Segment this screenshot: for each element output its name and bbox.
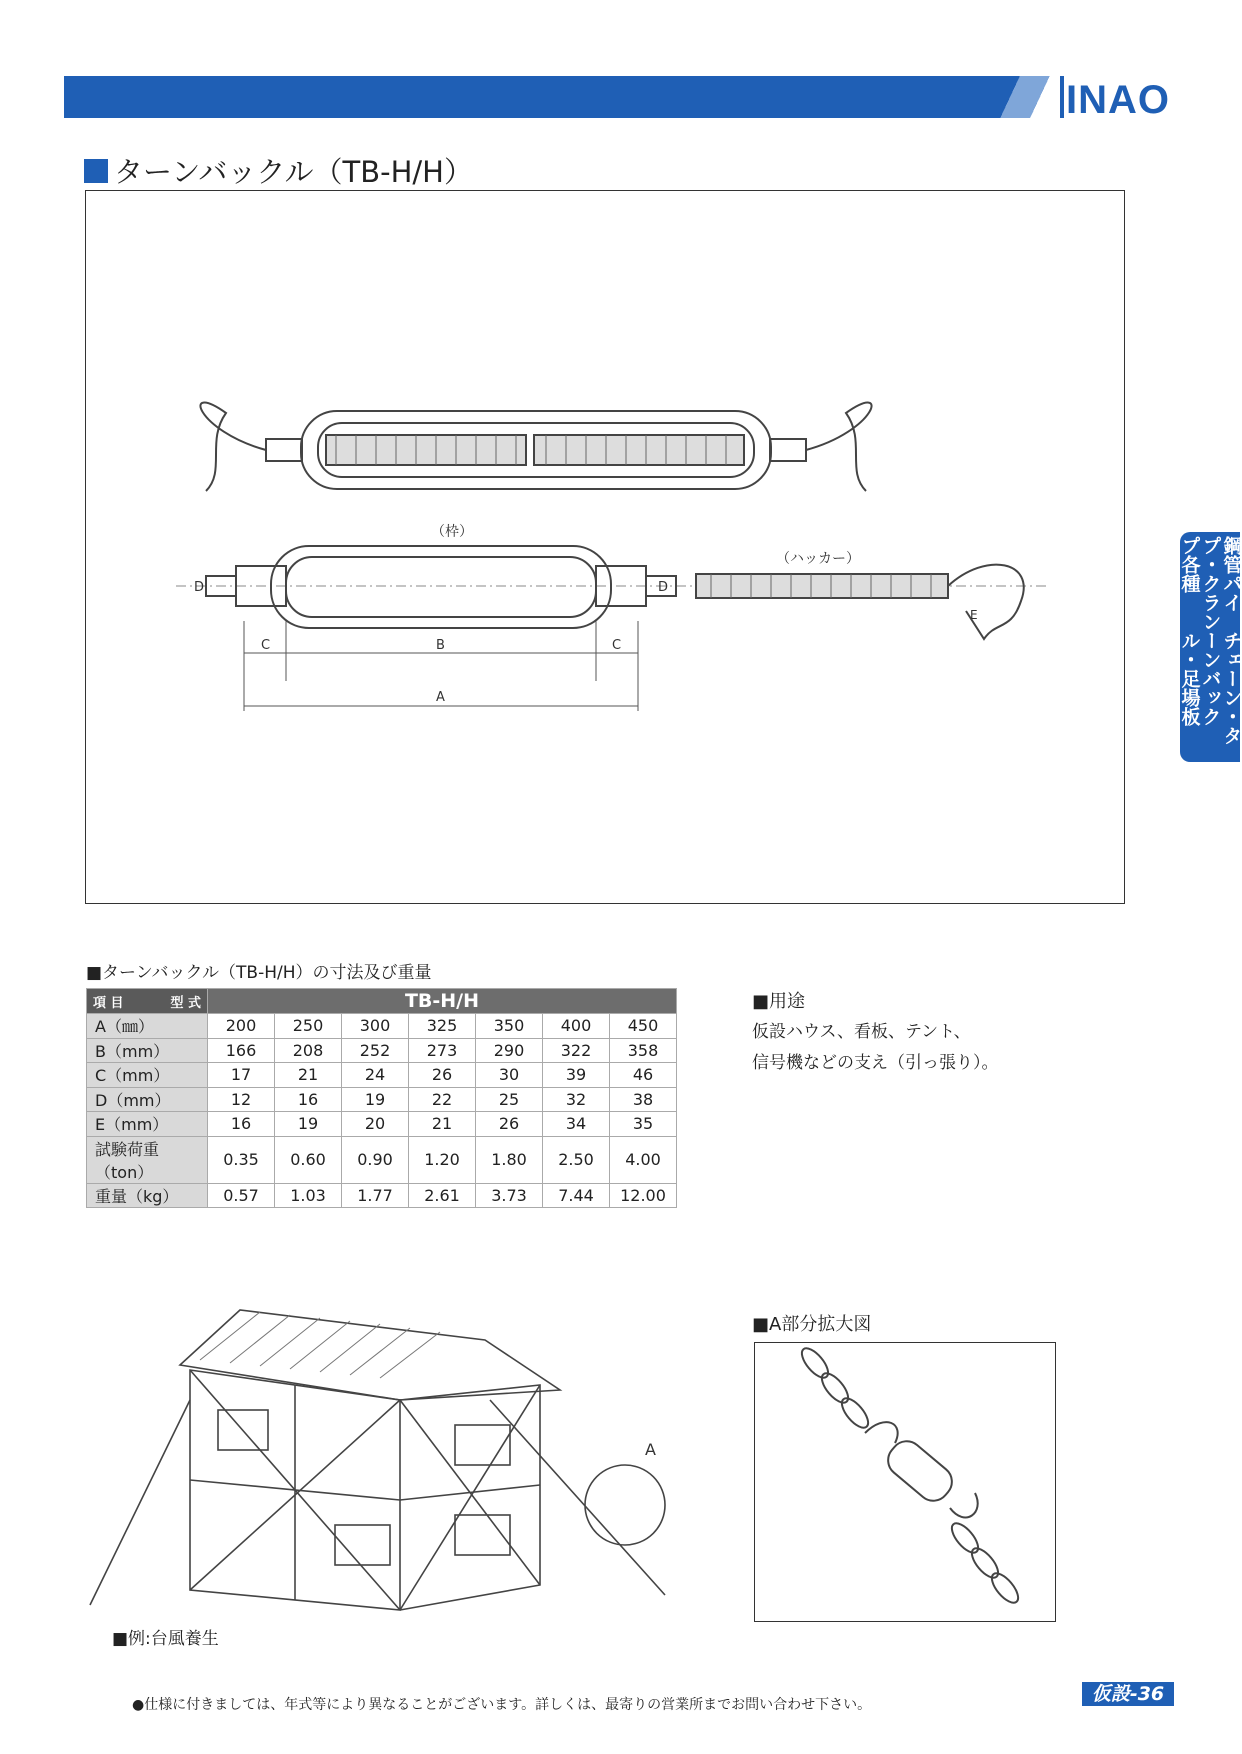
- table-cell: 0.60: [275, 1136, 342, 1183]
- table-cell: 252: [342, 1038, 409, 1063]
- table-cell: 35: [610, 1112, 677, 1137]
- table-cell: 22: [409, 1087, 476, 1112]
- table-row: [87, 1087, 677, 1112]
- table-cell: 32: [543, 1087, 610, 1112]
- dim-c-left: C: [261, 638, 271, 653]
- table-cell: 1.20: [409, 1136, 476, 1183]
- table-cell: 2.50: [543, 1136, 610, 1183]
- table-cell: 17: [208, 1063, 275, 1088]
- table-cell: 19: [275, 1112, 342, 1137]
- corner-bottom: 項 目: [93, 995, 124, 1011]
- table-cell: 0.90: [342, 1136, 409, 1183]
- table-row: [87, 1038, 677, 1063]
- title-square-icon: [84, 159, 108, 183]
- table-cell: 2.61: [409, 1183, 476, 1208]
- dim-d-right: D: [658, 580, 669, 595]
- corner-top: 型 式: [170, 995, 201, 1011]
- table-row: [87, 1063, 677, 1088]
- table-cell: 24: [342, 1063, 409, 1088]
- dim-e: E: [970, 608, 978, 622]
- table-cell: 46: [610, 1063, 677, 1088]
- table-cell: 322: [543, 1038, 610, 1063]
- table-cell: 16: [275, 1087, 342, 1112]
- table-cell: 26: [409, 1063, 476, 1088]
- table-cell: 12: [208, 1087, 275, 1112]
- table-row: [87, 1183, 677, 1208]
- table-cell: 208: [275, 1038, 342, 1063]
- detail-label: ■A部分拡大図: [752, 1314, 872, 1335]
- table-cell: 38: [610, 1087, 677, 1112]
- turnbuckle-side-view: [176, 546, 1046, 639]
- table-cell: 1.77: [342, 1183, 409, 1208]
- table-cell: 20: [342, 1112, 409, 1137]
- detail-frame: [754, 1342, 1056, 1622]
- model-header: TB-H/H: [208, 989, 677, 1014]
- table-cell: 30: [476, 1063, 543, 1088]
- dim-c-right: C: [612, 638, 622, 653]
- spec-table-body: [87, 1014, 677, 1208]
- page-title-text: ターンバックル（TB-H/H）: [114, 155, 473, 189]
- hook-label: （ハッカー）: [776, 551, 860, 567]
- table-cell: 26: [476, 1112, 543, 1137]
- table-cell: 0.57: [208, 1183, 275, 1208]
- table-cell: 39: [543, 1063, 610, 1088]
- row-label: C（mm）: [87, 1063, 208, 1088]
- spec-table: [86, 988, 677, 1208]
- table-cell: 7.44: [543, 1183, 610, 1208]
- table-cell: 25: [476, 1087, 543, 1112]
- table-cell: 350: [476, 1014, 543, 1039]
- table-cell: 21: [275, 1063, 342, 1088]
- example-marker: A: [645, 1440, 656, 1459]
- table-cell: 21: [409, 1112, 476, 1137]
- inao-logo: INAO: [1066, 78, 1170, 122]
- dim-b: B: [436, 638, 445, 653]
- table-cell: 4.00: [610, 1136, 677, 1183]
- table-cell: 273: [409, 1038, 476, 1063]
- table-cell: 200: [208, 1014, 275, 1039]
- table-cell: 3.73: [476, 1183, 543, 1208]
- technical-drawing-frame: [85, 190, 1125, 904]
- table-row: [87, 1136, 677, 1183]
- frame-label: （枠）: [431, 524, 473, 540]
- table-row: [87, 1112, 677, 1137]
- table-cell: 1.03: [275, 1183, 342, 1208]
- example-label: ■例:台風養生: [112, 1629, 219, 1649]
- table-cell: 166: [208, 1038, 275, 1063]
- usage-line2: 信号機などの支え（引っ張り）。: [752, 1053, 999, 1073]
- row-label: D（mm）: [87, 1087, 208, 1112]
- table-cell: 325: [409, 1014, 476, 1039]
- table-cell: 16: [208, 1112, 275, 1137]
- row-label: 試験荷重（ton）: [87, 1136, 208, 1183]
- usage-heading: ■用途: [752, 991, 806, 1012]
- table-cell: 358: [610, 1038, 677, 1063]
- table-cell: 19: [342, 1087, 409, 1112]
- side-tab-line2: チェーン・ターンバックル・足場板: [1178, 631, 1242, 746]
- page-number: 仮設-36: [1082, 1682, 1174, 1706]
- row-label: E（mm）: [87, 1112, 208, 1137]
- turnbuckle-top-view: [200, 403, 871, 491]
- side-tab-line1: 鋼管パイプ・クランプ各種: [1178, 536, 1242, 631]
- footer-note: ●仕様に付きましては、年式等により異なることがございます。詳しくは、最寄りの営業所までお問い合わせ下さい。: [132, 1697, 872, 1713]
- detail-drawing: [755, 1343, 1055, 1621]
- table-cell: 34: [543, 1112, 610, 1137]
- table-caption: ■ターンバックル（TB-H/H）の寸法及び重量: [86, 963, 432, 983]
- usage-section: [752, 986, 999, 1079]
- row-label: B（mm）: [87, 1038, 208, 1063]
- dim-a: A: [436, 690, 445, 705]
- row-label: 重量（kg）: [87, 1183, 208, 1208]
- table-cell: 250: [275, 1014, 342, 1039]
- header-bar: [64, 76, 1064, 118]
- turnbuckle-drawing: [86, 191, 1124, 903]
- usage-line1: 仮設ハウス、看板、テント、: [752, 1022, 971, 1042]
- category-side-tab[interactable]: [1180, 532, 1240, 762]
- table-row: [87, 1014, 677, 1039]
- table-cell: 290: [476, 1038, 543, 1063]
- dim-d-left: D: [194, 580, 205, 595]
- page-title: [84, 150, 473, 191]
- table-cell: 450: [610, 1014, 677, 1039]
- table-cell: 300: [342, 1014, 409, 1039]
- house-illustration: [90, 1300, 690, 1620]
- header-accent: [980, 76, 1060, 118]
- row-label: A（㎜）: [87, 1014, 208, 1039]
- table-cell: 0.35: [208, 1136, 275, 1183]
- table-cell: 12.00: [610, 1183, 677, 1208]
- table-cell: 400: [543, 1014, 610, 1039]
- table-corner: [87, 989, 208, 1014]
- table-cell: 1.80: [476, 1136, 543, 1183]
